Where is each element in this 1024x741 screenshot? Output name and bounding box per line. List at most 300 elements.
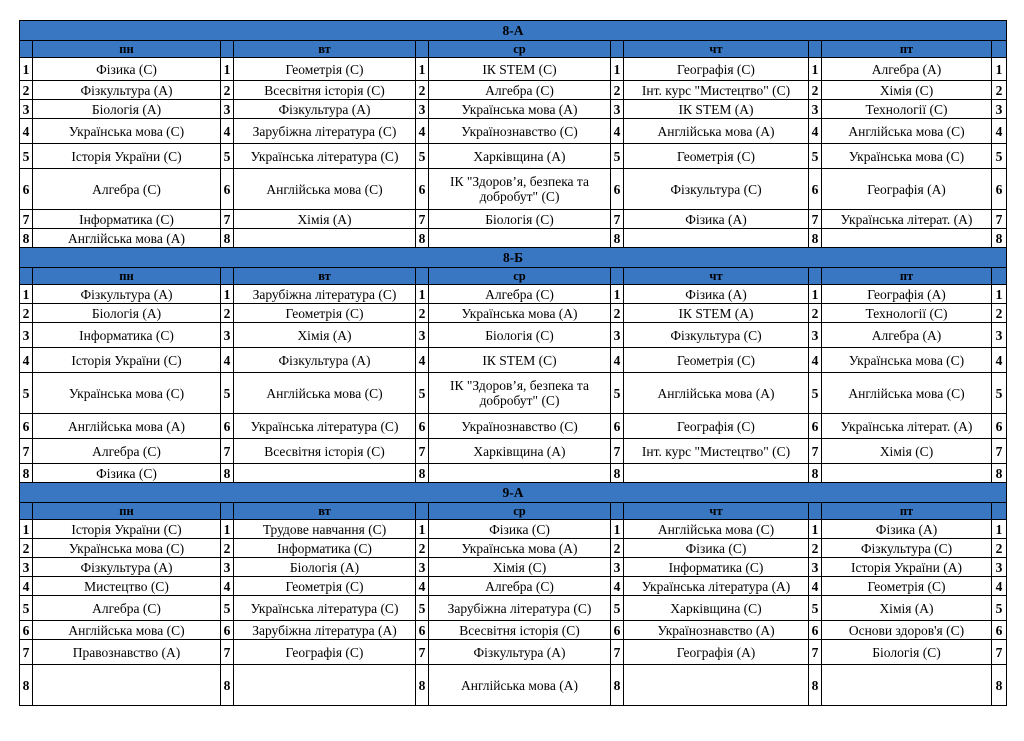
lesson-number: 6 <box>416 414 429 439</box>
lesson-number: 2 <box>221 304 234 323</box>
lesson-number: 8 <box>416 229 429 248</box>
lesson-cell: Всесвітня історія (С) <box>429 621 611 640</box>
lesson-number: 5 <box>809 596 822 621</box>
lesson-cell: Фізкультура (А) <box>33 81 221 100</box>
lesson-number: 4 <box>611 119 624 144</box>
lesson-cell: Англійська мова (А) <box>33 229 221 248</box>
lesson-cell: Географія (С) <box>234 640 416 665</box>
lesson-number: 4 <box>221 348 234 373</box>
lesson-cell: Фізика (А) <box>624 285 809 304</box>
lesson-number: 5 <box>611 144 624 169</box>
lesson-number: 7 <box>809 210 822 229</box>
lesson-cell: ІК STEM (С) <box>429 58 611 81</box>
day-spacer <box>416 503 429 520</box>
lesson-cell: Історія України (С) <box>33 144 221 169</box>
day-header: ср <box>429 268 611 285</box>
lesson-number: 3 <box>611 558 624 577</box>
lesson-cell: Історія України (С) <box>33 520 221 539</box>
lesson-cell: Українська літерат. (А) <box>822 210 992 229</box>
lesson-number: 5 <box>221 144 234 169</box>
lesson-cell: Хімія (А) <box>822 596 992 621</box>
lesson-cell <box>822 665 992 706</box>
lesson-number: 8 <box>20 464 33 483</box>
lesson-number: 2 <box>992 539 1007 558</box>
lesson-cell: Хімія (С) <box>822 439 992 464</box>
lesson-number: 5 <box>611 596 624 621</box>
day-header: чт <box>624 268 809 285</box>
lesson-cell <box>429 229 611 248</box>
lesson-number: 1 <box>221 285 234 304</box>
lesson-cell: Алгебра (С) <box>429 577 611 596</box>
lesson-number: 6 <box>416 621 429 640</box>
lesson-number: 1 <box>992 520 1007 539</box>
lesson-cell: Мистецтво (С) <box>33 577 221 596</box>
day-header: чт <box>624 503 809 520</box>
lesson-number: 3 <box>809 100 822 119</box>
lesson-cell: Хімія (С) <box>822 81 992 100</box>
lesson-cell: ІК STEM (А) <box>624 304 809 323</box>
lesson-number: 7 <box>416 439 429 464</box>
lesson-number: 8 <box>992 665 1007 706</box>
lesson-number: 8 <box>416 464 429 483</box>
lesson-number: 7 <box>20 439 33 464</box>
day-header: пн <box>33 503 221 520</box>
lesson-number: 3 <box>20 100 33 119</box>
lesson-cell <box>234 464 416 483</box>
lesson-number: 3 <box>611 100 624 119</box>
day-header: чт <box>624 41 809 58</box>
lesson-cell: Українська література (С) <box>234 596 416 621</box>
lesson-number: 4 <box>992 119 1007 144</box>
lesson-number: 6 <box>992 621 1007 640</box>
lesson-cell: Геометрія (С) <box>822 577 992 596</box>
lesson-number: 3 <box>20 558 33 577</box>
lesson-cell: Технології (С) <box>822 304 992 323</box>
lesson-number: 3 <box>221 323 234 348</box>
lesson-row <box>20 304 1007 323</box>
day-spacer <box>992 503 1007 520</box>
lesson-cell: Біологія (С) <box>822 640 992 665</box>
lesson-number: 8 <box>992 464 1007 483</box>
lesson-cell: Хімія (С) <box>429 558 611 577</box>
day-header: пн <box>33 268 221 285</box>
lesson-number: 1 <box>20 58 33 81</box>
lesson-number: 3 <box>416 558 429 577</box>
lesson-number: 1 <box>992 285 1007 304</box>
lesson-number: 2 <box>221 81 234 100</box>
lesson-number: 7 <box>221 439 234 464</box>
lesson-cell <box>624 464 809 483</box>
lesson-number: 2 <box>20 539 33 558</box>
lesson-cell <box>822 464 992 483</box>
lesson-number: 3 <box>221 558 234 577</box>
lesson-number: 8 <box>20 665 33 706</box>
lesson-cell: Українознавство (С) <box>429 414 611 439</box>
lesson-cell: Біологія (С) <box>429 210 611 229</box>
lesson-number: 5 <box>992 596 1007 621</box>
lesson-cell: Харківщина (А) <box>429 439 611 464</box>
lesson-cell: Геометрія (С) <box>234 304 416 323</box>
lesson-number: 7 <box>611 640 624 665</box>
lesson-row <box>20 520 1007 539</box>
lesson-number: 3 <box>809 323 822 348</box>
lesson-number: 5 <box>416 596 429 621</box>
lesson-cell: Фізика (А) <box>822 520 992 539</box>
day-header: пт <box>822 268 992 285</box>
lesson-cell: Географія (А) <box>624 640 809 665</box>
lesson-cell: Фізкультура (А) <box>234 348 416 373</box>
lesson-number: 8 <box>809 665 822 706</box>
day-spacer <box>992 41 1007 58</box>
lesson-number: 6 <box>416 169 429 210</box>
lesson-cell: Харківщина (С) <box>624 596 809 621</box>
lesson-cell <box>33 665 221 706</box>
lesson-number: 3 <box>20 323 33 348</box>
lesson-number: 6 <box>221 414 234 439</box>
lesson-row <box>20 144 1007 169</box>
lesson-cell: Біологія (С) <box>429 323 611 348</box>
day-header-row <box>20 268 1007 285</box>
lesson-cell: Основи здоров'я (С) <box>822 621 992 640</box>
lesson-number: 4 <box>416 348 429 373</box>
lesson-cell: Всесвітня історія (С) <box>234 439 416 464</box>
lesson-cell: Українська література (С) <box>234 414 416 439</box>
class-title-row <box>20 483 1007 503</box>
day-spacer <box>416 41 429 58</box>
lesson-cell: Алгебра (С) <box>429 285 611 304</box>
lesson-number: 5 <box>809 373 822 414</box>
lesson-number: 8 <box>221 229 234 248</box>
lesson-number: 3 <box>611 323 624 348</box>
lesson-cell: Алгебра (С) <box>33 439 221 464</box>
lesson-number: 6 <box>809 621 822 640</box>
day-header-row <box>20 503 1007 520</box>
lesson-row <box>20 348 1007 373</box>
day-spacer <box>809 41 822 58</box>
schedule-body <box>20 21 1007 706</box>
lesson-row <box>20 539 1007 558</box>
lesson-number: 1 <box>221 520 234 539</box>
lesson-cell: Українознавство (С) <box>429 119 611 144</box>
lesson-number: 1 <box>416 58 429 81</box>
lesson-cell: Українська мова (С) <box>33 539 221 558</box>
lesson-number: 6 <box>611 169 624 210</box>
lesson-number: 7 <box>992 210 1007 229</box>
lesson-cell: Українознавство (А) <box>624 621 809 640</box>
lesson-number: 4 <box>221 119 234 144</box>
lesson-cell: Фізкультура (А) <box>33 285 221 304</box>
lesson-number: 4 <box>221 577 234 596</box>
lesson-number: 5 <box>992 373 1007 414</box>
lesson-number: 4 <box>992 577 1007 596</box>
lesson-number: 8 <box>611 464 624 483</box>
lesson-cell: Українська мова (А) <box>429 100 611 119</box>
lesson-number: 1 <box>20 285 33 304</box>
lesson-number: 2 <box>416 304 429 323</box>
day-spacer <box>809 503 822 520</box>
lesson-cell: Харківщина (А) <box>429 144 611 169</box>
day-header: вт <box>234 503 416 520</box>
lesson-row <box>20 373 1007 414</box>
lesson-number: 6 <box>221 169 234 210</box>
lesson-number: 7 <box>992 439 1007 464</box>
lesson-cell: Зарубіжна література (С) <box>429 596 611 621</box>
lesson-number: 7 <box>992 640 1007 665</box>
lesson-number: 6 <box>992 414 1007 439</box>
lesson-cell: Історія України (А) <box>822 558 992 577</box>
lesson-number: 1 <box>221 58 234 81</box>
lesson-number: 7 <box>809 640 822 665</box>
lesson-row <box>20 285 1007 304</box>
day-header: вт <box>234 268 416 285</box>
lesson-cell: Інформатика (С) <box>33 323 221 348</box>
lesson-row <box>20 577 1007 596</box>
day-header: вт <box>234 41 416 58</box>
lesson-row <box>20 621 1007 640</box>
lesson-row <box>20 169 1007 210</box>
lesson-number: 8 <box>20 229 33 248</box>
lesson-number: 5 <box>809 144 822 169</box>
lesson-row <box>20 596 1007 621</box>
lesson-cell: Геометрія (С) <box>234 577 416 596</box>
lesson-number: 7 <box>416 210 429 229</box>
lesson-number: 1 <box>20 520 33 539</box>
lesson-row <box>20 81 1007 100</box>
lesson-cell: Алгебра (А) <box>822 58 992 81</box>
lesson-row <box>20 640 1007 665</box>
lesson-number: 8 <box>416 665 429 706</box>
lesson-number: 6 <box>20 169 33 210</box>
lesson-cell: Геометрія (С) <box>624 348 809 373</box>
lesson-number: 2 <box>221 539 234 558</box>
class-title-row <box>20 21 1007 41</box>
lesson-number: 8 <box>809 229 822 248</box>
lesson-number: 5 <box>20 596 33 621</box>
lesson-cell: Англійська мова (А) <box>624 119 809 144</box>
lesson-number: 8 <box>221 464 234 483</box>
lesson-cell: Географія (А) <box>822 285 992 304</box>
lesson-cell: Фізкультура (С) <box>624 323 809 348</box>
lesson-row <box>20 119 1007 144</box>
day-spacer <box>809 268 822 285</box>
lesson-number: 2 <box>992 81 1007 100</box>
lesson-number: 3 <box>992 558 1007 577</box>
lesson-cell: Українська мова (С) <box>822 348 992 373</box>
lesson-cell: Хімія (А) <box>234 323 416 348</box>
lesson-number: 7 <box>20 640 33 665</box>
lesson-number: 7 <box>221 640 234 665</box>
lesson-number: 4 <box>809 348 822 373</box>
lesson-cell: Інформатика (С) <box>33 210 221 229</box>
day-header-row <box>20 41 1007 58</box>
lesson-number: 3 <box>809 558 822 577</box>
lesson-number: 1 <box>611 58 624 81</box>
lesson-row <box>20 414 1007 439</box>
lesson-number: 5 <box>416 144 429 169</box>
lesson-number: 4 <box>416 119 429 144</box>
lesson-cell: Англійська мова (С) <box>33 621 221 640</box>
lesson-cell: Фізика (С) <box>33 464 221 483</box>
lesson-number: 2 <box>611 539 624 558</box>
lesson-number: 6 <box>20 621 33 640</box>
lesson-cell: Зарубіжна література (С) <box>234 285 416 304</box>
lesson-number: 1 <box>992 58 1007 81</box>
lesson-row <box>20 210 1007 229</box>
class-title: 8-Б <box>20 248 1007 268</box>
lesson-number: 5 <box>992 144 1007 169</box>
lesson-cell: Географія (С) <box>624 414 809 439</box>
lesson-cell: Алгебра (С) <box>33 169 221 210</box>
lesson-cell: Зарубіжна література (С) <box>234 119 416 144</box>
lesson-number: 4 <box>611 577 624 596</box>
lesson-cell: Фізика (С) <box>429 520 611 539</box>
lesson-cell: Інт. курс "Мистецтво" (С) <box>624 439 809 464</box>
lesson-number: 8 <box>809 464 822 483</box>
lesson-number: 1 <box>809 520 822 539</box>
lesson-number: 2 <box>20 81 33 100</box>
lesson-cell <box>822 229 992 248</box>
lesson-number: 2 <box>809 539 822 558</box>
day-header: пт <box>822 503 992 520</box>
lesson-cell: Англійська мова (А) <box>33 414 221 439</box>
lesson-cell: Технології (С) <box>822 100 992 119</box>
lesson-number: 4 <box>20 348 33 373</box>
day-spacer <box>20 41 33 58</box>
lesson-number: 1 <box>809 285 822 304</box>
lesson-number: 5 <box>221 373 234 414</box>
lesson-row <box>20 558 1007 577</box>
lesson-cell: Українська мова (С) <box>33 119 221 144</box>
lesson-number: 2 <box>611 304 624 323</box>
lesson-cell: Фізкультура (С) <box>822 539 992 558</box>
lesson-number: 8 <box>221 665 234 706</box>
day-spacer <box>611 41 624 58</box>
lesson-cell: ІК "Здоров’я, безпека та добробут" (С) <box>429 169 611 210</box>
lesson-cell: Правознавство (А) <box>33 640 221 665</box>
lesson-number: 2 <box>992 304 1007 323</box>
lesson-cell: Всесвітня історія (С) <box>234 81 416 100</box>
lesson-cell: Англійська мова (С) <box>624 520 809 539</box>
lesson-cell: ІК STEM (С) <box>429 348 611 373</box>
lesson-number: 3 <box>992 100 1007 119</box>
lesson-cell: Англійська мова (С) <box>234 169 416 210</box>
lesson-number: 8 <box>611 229 624 248</box>
day-spacer <box>221 503 234 520</box>
lesson-cell: Фізика (С) <box>624 539 809 558</box>
lesson-number: 7 <box>809 439 822 464</box>
lesson-number: 4 <box>20 577 33 596</box>
lesson-cell: Українська література (А) <box>624 577 809 596</box>
lesson-cell <box>234 665 416 706</box>
lesson-cell: Географія (С) <box>624 58 809 81</box>
lesson-number: 3 <box>221 100 234 119</box>
day-spacer <box>221 268 234 285</box>
lesson-cell: Англійська мова (С) <box>234 373 416 414</box>
lesson-number: 1 <box>416 285 429 304</box>
lesson-cell <box>624 229 809 248</box>
lesson-cell: Трудове навчання (С) <box>234 520 416 539</box>
lesson-number: 7 <box>221 210 234 229</box>
lesson-cell: Геометрія (С) <box>624 144 809 169</box>
lesson-row <box>20 665 1007 706</box>
lesson-cell <box>429 464 611 483</box>
lesson-cell: ІК "Здоров’я, безпека та добробут" (С) <box>429 373 611 414</box>
schedule-table <box>19 20 1007 706</box>
lesson-number: 2 <box>416 81 429 100</box>
lesson-row <box>20 323 1007 348</box>
lesson-cell: Англійська мова (С) <box>822 119 992 144</box>
day-spacer <box>20 503 33 520</box>
lesson-number: 3 <box>992 323 1007 348</box>
lesson-row <box>20 58 1007 81</box>
day-spacer <box>611 268 624 285</box>
lesson-number: 6 <box>221 621 234 640</box>
lesson-number: 2 <box>416 539 429 558</box>
lesson-cell: Англійська мова (А) <box>429 665 611 706</box>
lesson-number: 6 <box>611 414 624 439</box>
class-title: 9-А <box>20 483 1007 503</box>
lesson-number: 6 <box>20 414 33 439</box>
lesson-row <box>20 464 1007 483</box>
lesson-number: 2 <box>20 304 33 323</box>
lesson-cell: Українська літерат. (А) <box>822 414 992 439</box>
lesson-cell: Алгебра (С) <box>429 81 611 100</box>
day-header: ср <box>429 41 611 58</box>
lesson-cell: Інформатика (С) <box>624 558 809 577</box>
lesson-number: 5 <box>221 596 234 621</box>
lesson-cell: ІК STEM (А) <box>624 100 809 119</box>
lesson-number: 4 <box>416 577 429 596</box>
day-spacer <box>992 268 1007 285</box>
day-spacer <box>221 41 234 58</box>
lesson-cell: Інт. курс "Мистецтво" (С) <box>624 81 809 100</box>
lesson-cell: Фізика (А) <box>624 210 809 229</box>
lesson-number: 8 <box>611 665 624 706</box>
lesson-cell: Українська мова (С) <box>33 373 221 414</box>
lesson-cell: Фізкультура (С) <box>624 169 809 210</box>
lesson-number: 5 <box>416 373 429 414</box>
lesson-cell: Історія України (С) <box>33 348 221 373</box>
lesson-number: 1 <box>611 520 624 539</box>
lesson-number: 4 <box>611 348 624 373</box>
lesson-number: 5 <box>20 144 33 169</box>
lesson-cell: Інформатика (С) <box>234 539 416 558</box>
lesson-row <box>20 229 1007 248</box>
lesson-number: 1 <box>611 285 624 304</box>
lesson-cell <box>234 229 416 248</box>
lesson-number: 1 <box>416 520 429 539</box>
lesson-cell: Фізика (С) <box>33 58 221 81</box>
lesson-number: 2 <box>809 304 822 323</box>
lesson-number: 2 <box>809 81 822 100</box>
lesson-number: 4 <box>809 577 822 596</box>
lesson-number: 6 <box>611 621 624 640</box>
lesson-cell: Українська література (С) <box>234 144 416 169</box>
lesson-number: 7 <box>611 439 624 464</box>
lesson-number: 7 <box>611 210 624 229</box>
class-title: 8-А <box>20 21 1007 41</box>
lesson-number: 4 <box>809 119 822 144</box>
lesson-cell: Зарубіжна література (А) <box>234 621 416 640</box>
class-title-row <box>20 248 1007 268</box>
lesson-number: 5 <box>20 373 33 414</box>
lesson-number: 6 <box>809 169 822 210</box>
lesson-number: 4 <box>20 119 33 144</box>
lesson-cell: Українська мова (А) <box>429 539 611 558</box>
day-header: пн <box>33 41 221 58</box>
lesson-number: 2 <box>611 81 624 100</box>
day-spacer <box>416 268 429 285</box>
